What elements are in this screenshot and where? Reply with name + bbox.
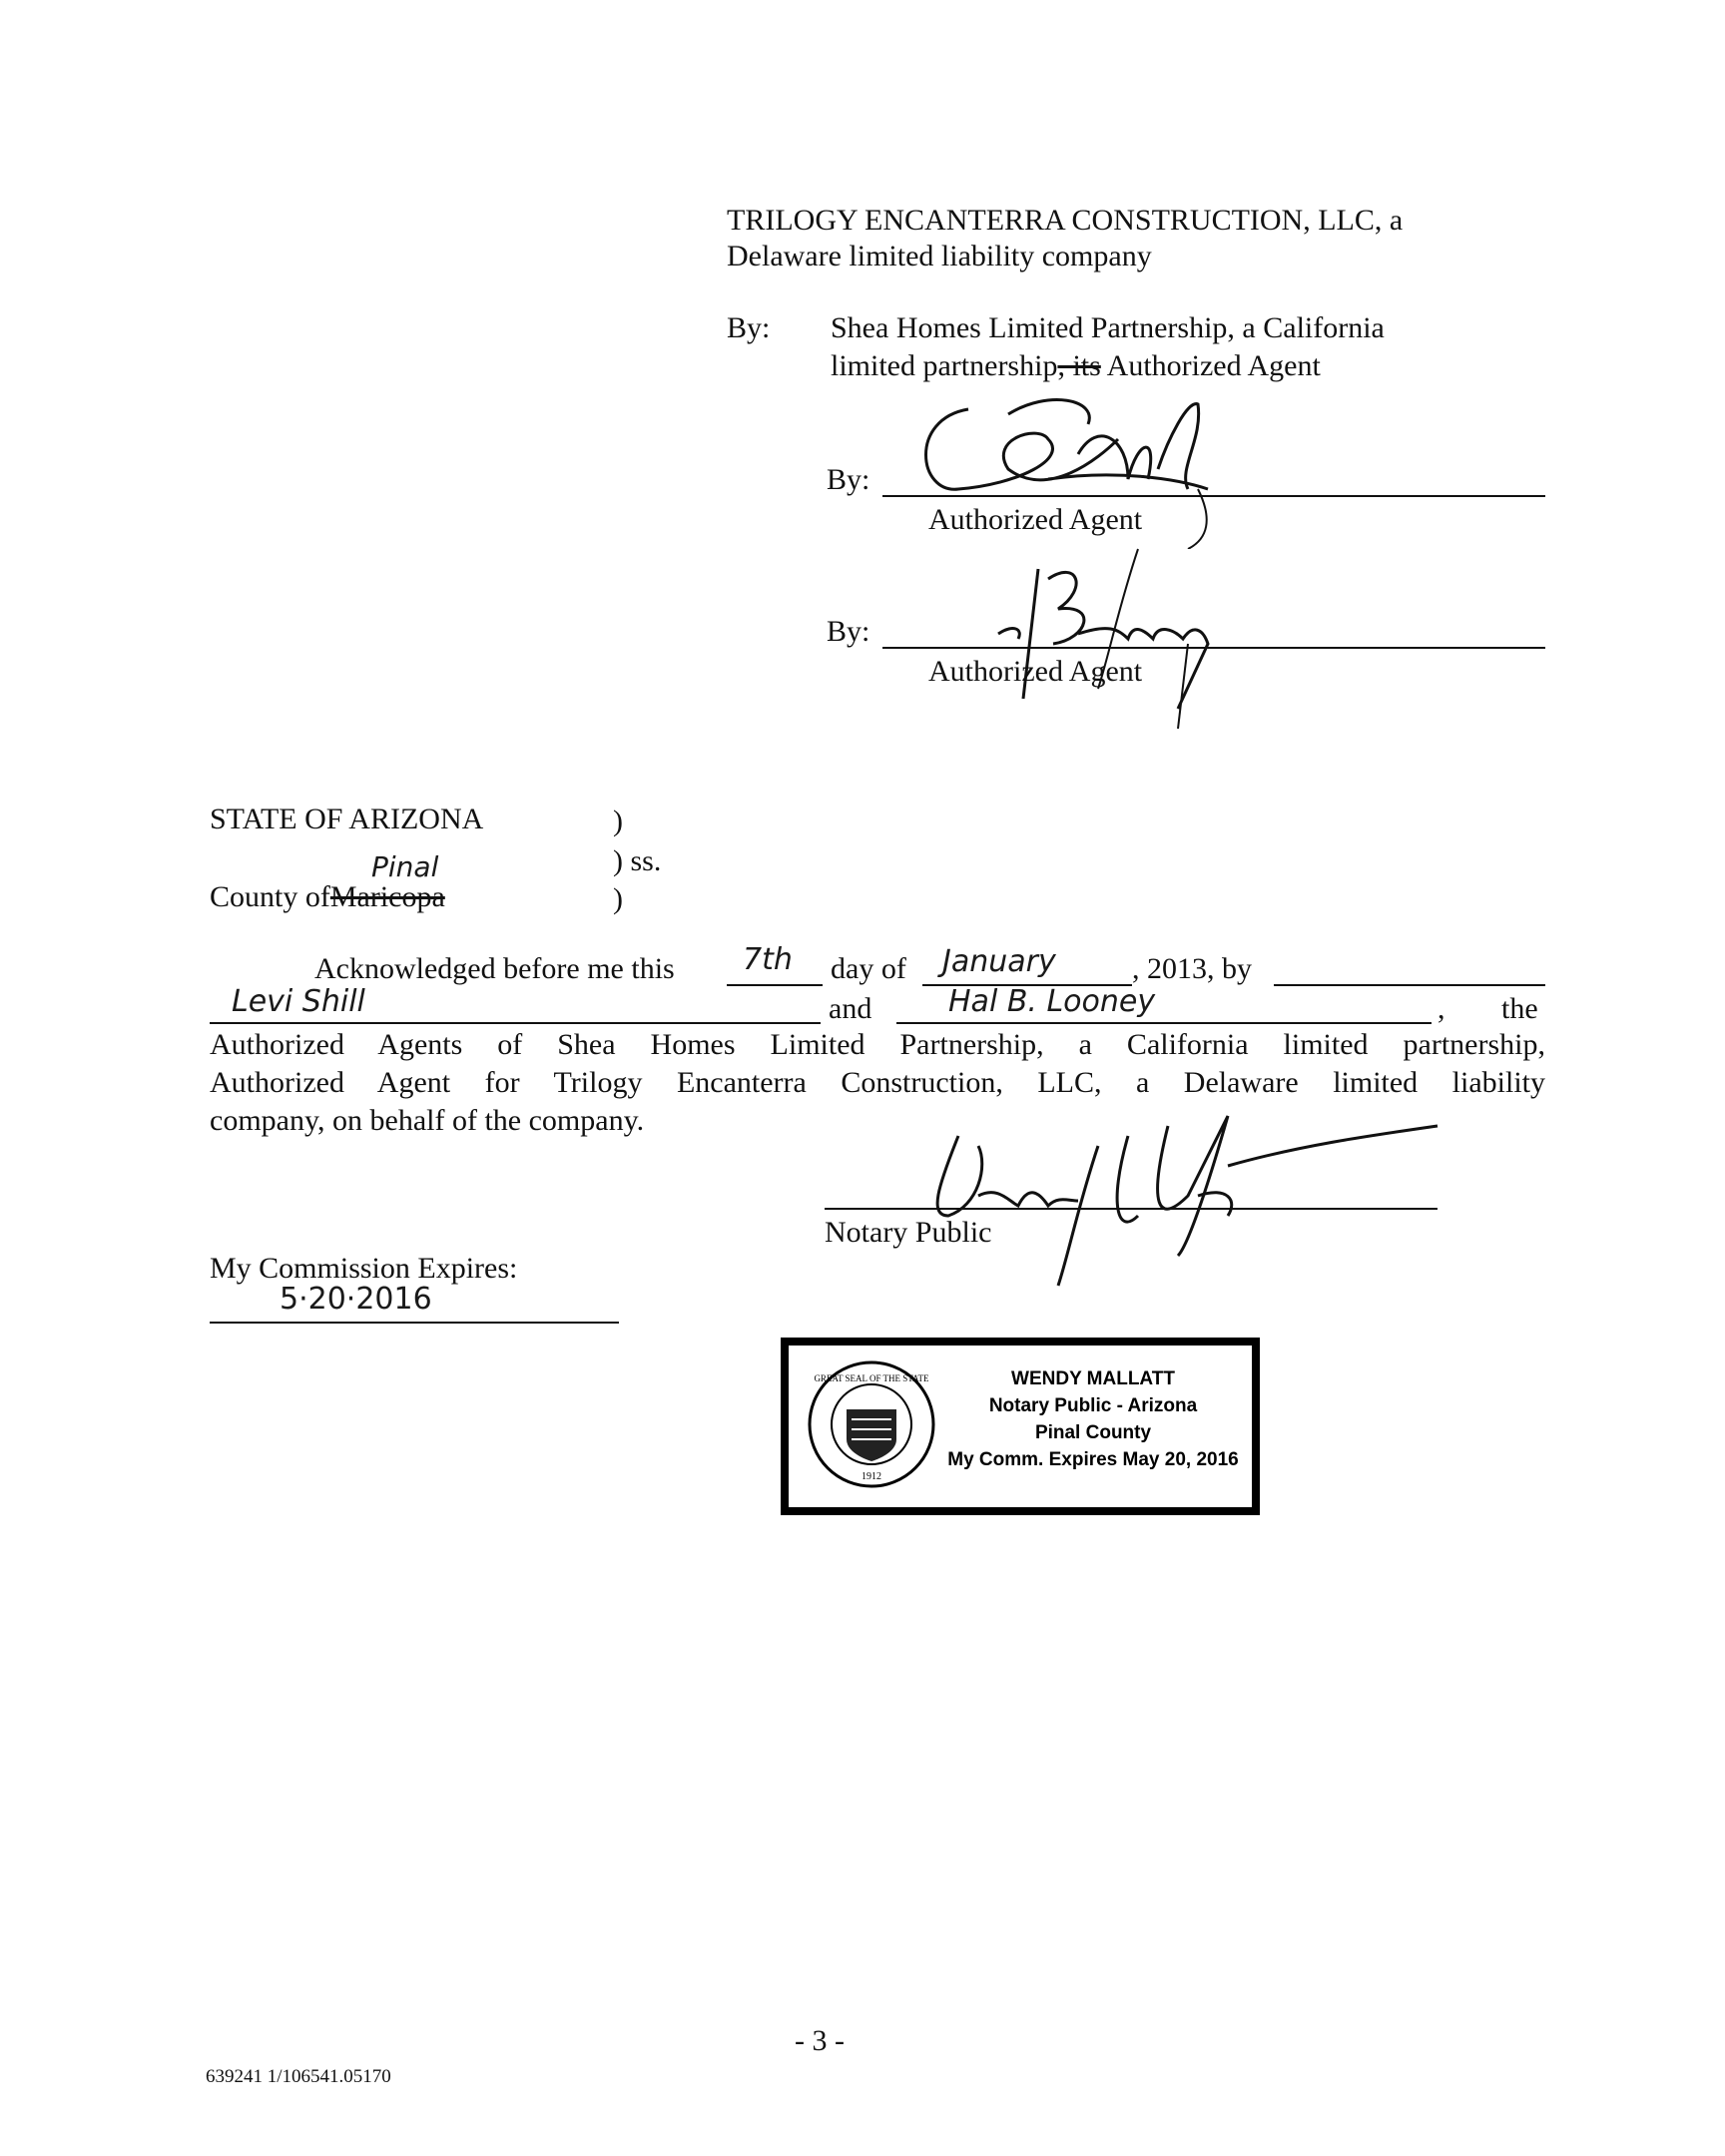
ack-body-line3: Authorized Agents of Shea Homes Limited Partnership, a California limited partnership, (210, 1028, 1545, 1061)
day-of-label: day of (831, 952, 906, 985)
agent-line2-struck: , its (1057, 349, 1101, 382)
venue-paren-3: ) (613, 882, 623, 915)
seal-year: 1912 (862, 1471, 881, 1482)
sig2-by-label: By: (827, 615, 870, 648)
the-label: the (1501, 992, 1538, 1025)
commission-line (210, 1322, 619, 1324)
venue-paren-1: ) (613, 805, 623, 837)
ack-body-line4: Authorized Agent for Trilogy Encanterra Construction, LLC, a Delaware limited liability (210, 1066, 1545, 1099)
agent-line2 (831, 349, 1321, 383)
sig1-by-label: By: (827, 463, 870, 496)
name1-handwritten: Levi Shill (232, 984, 365, 1019)
sig1-caption: Authorized Agent (928, 503, 1143, 536)
notary-caption: Notary Public (825, 1216, 992, 1249)
by-line (1274, 984, 1545, 986)
and-label: and (829, 992, 872, 1025)
document-number: 639241 1/106541.05170 (206, 2066, 391, 2087)
name1-line (210, 1022, 821, 1024)
county-line (210, 880, 445, 914)
commission-handwritten: 5·20·2016 (280, 1282, 432, 1317)
arizona-seal-icon (807, 1359, 936, 1489)
day-line (727, 984, 823, 986)
entity-name-line2: Delaware limited liability company (727, 240, 1152, 272)
county-struck: Maricopa (329, 880, 445, 913)
year-label: , 2013, by (1132, 952, 1252, 985)
signature-1 (898, 379, 1278, 549)
name2-line (896, 1022, 1432, 1024)
sig2-caption: Authorized Agent (928, 655, 1143, 688)
stamp-expires: My Comm. Expires May 20, 2016 (947, 1449, 1239, 1470)
day-handwritten: 7th (743, 942, 793, 977)
ack-intro: Acknowledged before me this (314, 952, 675, 985)
signature-2 (958, 529, 1258, 739)
by-label: By: (727, 311, 771, 344)
stamp-title: Notary Public - Arizona (988, 1395, 1198, 1416)
stamp-county: Pinal County (1034, 1422, 1152, 1443)
page-number: - 3 - (795, 2024, 845, 2057)
ack-body-line5: company, on behalf of the company. (210, 1104, 645, 1137)
notary-stamp (781, 1338, 1260, 1515)
notary-signature (898, 1106, 1457, 1296)
name2-handwritten: Hal B. Looney (948, 984, 1156, 1019)
stamp-name: WENDY MALLATT (1011, 1368, 1175, 1389)
state-label: STATE OF ARIZONA (210, 803, 484, 835)
commission-label: My Commission Expires: (210, 1252, 518, 1285)
agent-line1: Shea Homes Limited Partnership, a California (831, 311, 1385, 344)
county-handwritten: Pinal (371, 850, 439, 883)
svg-text:GREAT SEAL OF THE STATE: GREAT SEAL OF THE STATE (814, 1373, 929, 1383)
agent-line2-a: limited partnership (831, 349, 1058, 382)
county-prefix: County of (210, 880, 330, 913)
venue-ss: ) ss. (613, 844, 662, 877)
entity-name-line1: TRILOGY ENCANTERRA CONSTRUCTION, LLC, a (727, 204, 1404, 237)
month-handwritten: January (942, 944, 1056, 979)
name2-comma: , (1438, 992, 1445, 1025)
agent-line2-b: Authorized Agent (1100, 349, 1321, 382)
